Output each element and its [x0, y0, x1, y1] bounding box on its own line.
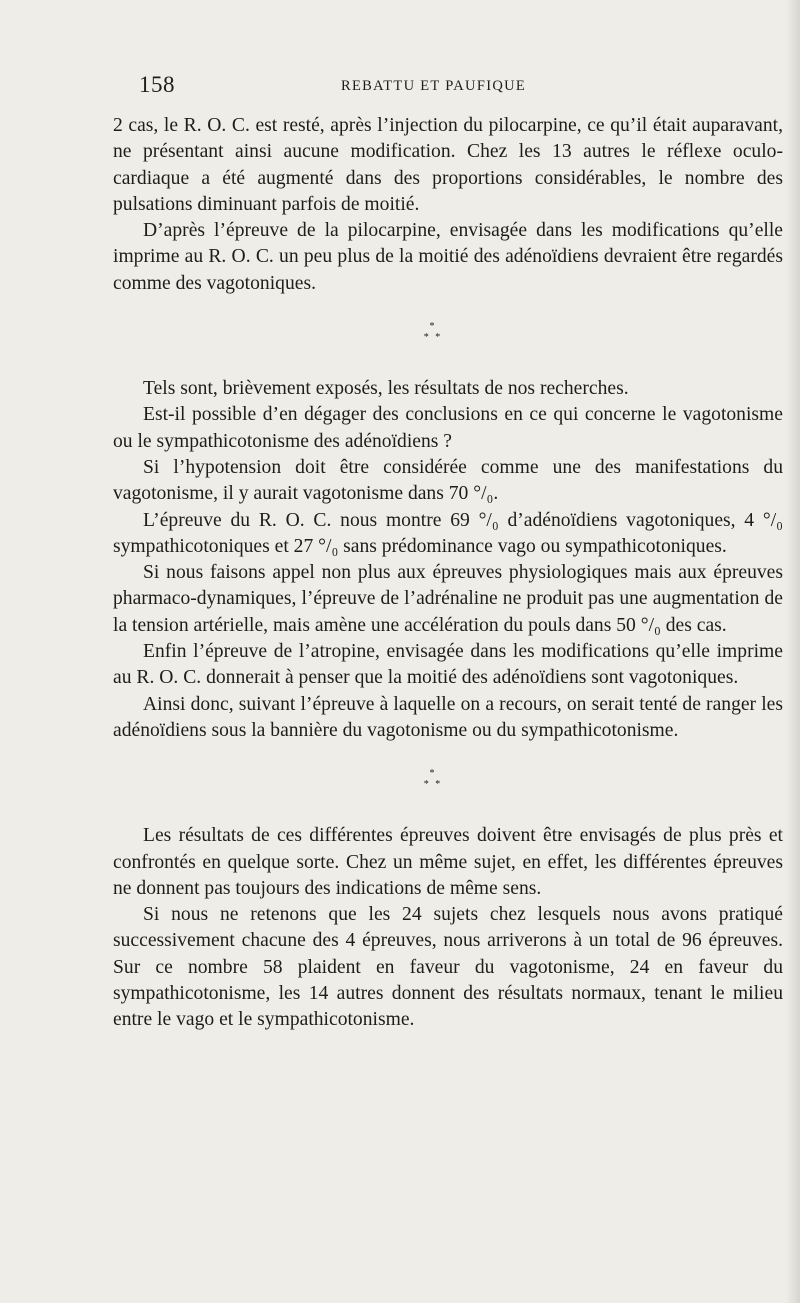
paragraph: Si nous faisons appel non plus aux épreuves physiologiques mais aux épreuves pharmaco-dynamiques, l’épreuve de l’adrénaline ne produit pas une augmentation de la tension artérielle, mais amène une accélération du pouls dans 50 °/₀ des cas. [113, 562, 783, 636]
body-text [113, 113, 783, 1034]
page-number: 158 [139, 72, 175, 97]
paragraph: Est-il possible d’en dégager des conclusions en ce qui concerne le vagotonisme ou le sympathicotonisme des adénoïdiens ? [113, 404, 783, 452]
paragraph: 2 cas, le R. O. C. est resté, après l’injection du pilocarpine, ce qu’il était auparavant, ne présentant ainsi aucune modification. Chez les 13 autres le réflexe oculo-cardiaque a été augmenté dans des proportions considérables, le nombre des pulsations diminuant parfois de moitié. [113, 115, 783, 215]
paragraph: L’épreuve du R. O. C. nous montre 69 °/₀ d’adénoïdiens vagotoniques, 4 °/₀ sympathicotoniques et 27 °/₀ sans prédominance vago ou sympathicotoniques. [113, 509, 783, 557]
page-edge-shadow [786, 0, 800, 1303]
asterism-top-star: * [429, 321, 437, 333]
paragraph: Si nous ne retenons que les 24 sujets chez lesquels nous avons pratiqué successivement chacune des 4 épreuves, nous arriverons à un total de 96 épreuves. Sur ce nombre 58 plaident en faveur du vagotonisme, 24 en faveur du sympathicotonisme, les 14 autres donnent des résultats normaux, tenant le milieu entre le vago et le sympathicotonisme. [113, 904, 783, 1031]
section-asterism [113, 297, 753, 376]
paragraph: Tels sont, brièvement exposés, les résultats de nos recherches. [143, 378, 629, 400]
asterism-top-star: * [429, 768, 437, 780]
asterism-bottom-stars: * * [423, 779, 443, 791]
paragraph: D’après l’épreuve de la pilocarpine, envisagée dans les modifications qu’elle imprime au R. O. C. un peu plus de la moitié des adénoïdiens devraient être regardés comme des vagotoniques. [113, 220, 783, 294]
section-asterism [113, 744, 753, 823]
paragraph: Si l’hypotension doit être considérée comme une des manifestations du vagotonisme, il y aurait vagotonisme dans 70 °/₀. [113, 456, 783, 505]
paragraph: Ainsi donc, suivant l’épreuve à laquelle on a recours, on serait tenté de ranger les adénoïdiens sous la bannière du vagotonisme ou du sympathicotonisme. [113, 693, 783, 741]
paragraph: Les résultats de ces différentes épreuves doivent être envisagés de plus près et confrontés en quelque sorte. Chez un même sujet, en effet, les différentes épreuves ne donnent pas toujours des indications de même sens. [113, 825, 783, 899]
page-header [113, 72, 753, 102]
paragraph: Enfin l’épreuve de l’atropine, envisagée dans les modifications qu’elle imprime au R. O. C. donnerait à penser que la moitié des adénoïdiens sont vagotoniques. [113, 641, 783, 689]
running-head: REBATTU ET PAUFIQUE [341, 78, 527, 94]
asterism-bottom-stars: * * [423, 332, 443, 344]
